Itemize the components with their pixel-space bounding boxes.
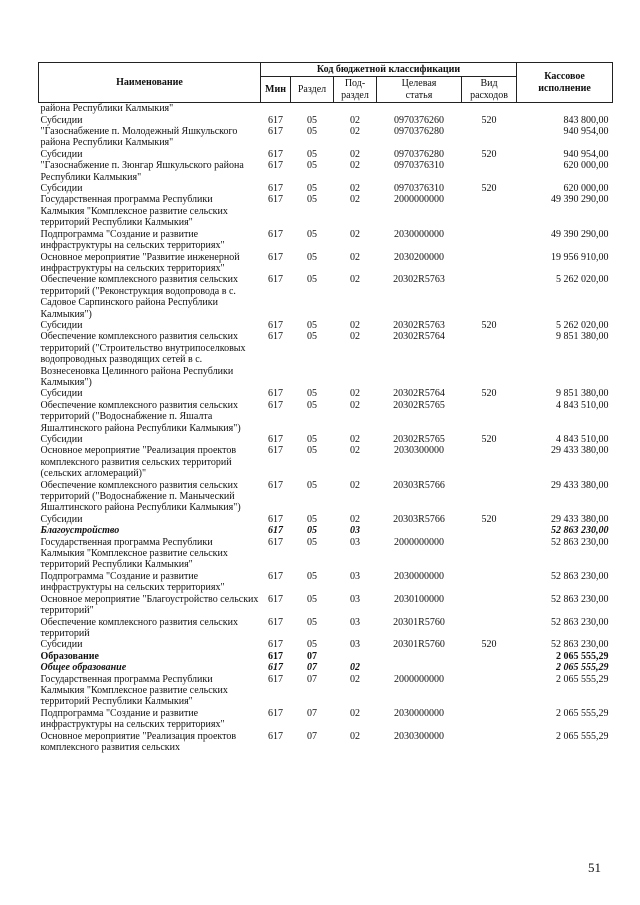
cell-cel: 2030000000 — [394, 228, 444, 240]
cell-sum: 29 433 380,00 — [551, 513, 609, 525]
table-row — [39, 445, 613, 479]
cell-pod — [334, 651, 377, 662]
cell-pod: 02 — [350, 126, 360, 138]
cell-vid: 520 — [481, 388, 497, 400]
cell-name: Благоустройство — [40, 525, 120, 537]
cell-sum: 52 863 230,00 — [551, 570, 609, 582]
table-row — [39, 331, 613, 388]
cell-vid — [462, 708, 517, 731]
cell-name: Субсидии — [40, 114, 83, 126]
cell-sum: 4 843 510,00 — [556, 434, 609, 445]
cell-razdel — [291, 103, 334, 115]
cell-vid — [462, 194, 517, 228]
cell-vid — [462, 662, 517, 673]
cell-min: 617 — [268, 639, 283, 651]
table-row — [39, 183, 613, 194]
cell-min: 617 — [268, 126, 283, 138]
table-row — [39, 662, 613, 673]
cell-min: 617 — [268, 228, 283, 240]
cell-min: 617 — [268, 673, 283, 685]
cell-razdel: 05 — [307, 160, 317, 172]
cell-pod: 02 — [350, 183, 360, 195]
table-row — [39, 480, 613, 514]
cell-min: 617 — [268, 194, 283, 206]
cell-pod: 02 — [350, 479, 360, 491]
cell-vid — [462, 651, 517, 662]
cell-cel: 20302R5764 — [393, 388, 445, 400]
cell-min: 617 — [268, 274, 283, 286]
cell-pod: 02 — [350, 673, 360, 685]
cell-razdel: 07 — [307, 707, 317, 719]
cell-min: 617 — [268, 707, 283, 719]
table-row — [39, 320, 613, 331]
cell-cel: 20302R5763 — [393, 319, 445, 331]
cell-min: 617 — [268, 536, 283, 548]
cell-name: Основное мероприятие "Реализация проектов комплексного развития сельских территорий (сельских агломераций)" — [40, 445, 237, 480]
cell-min: 617 — [268, 331, 283, 343]
cell-sum: 52 863 230,00 — [551, 593, 609, 605]
cell-min: 617 — [268, 616, 283, 628]
cell-name: Образование — [40, 650, 99, 662]
table-row — [39, 514, 613, 525]
cell-sum — [517, 103, 613, 115]
cell-min: 617 — [268, 114, 283, 126]
table-row — [39, 103, 613, 115]
cell-name: Обеспечение комплексного развития сельских территорий ("Водоснабжение п. Яшалта Яшалтинского района Республики Калмыкия") — [40, 399, 241, 434]
cell-pod — [334, 103, 377, 115]
cell-name: Обеспечение комплексного развития сельских территорий ("Строительство внутрипоселковых водопроводных разводящих сетей в с. Вознесеновка Целинного района Республики Калмыкия") — [40, 331, 246, 388]
cell-sum: 29 433 380,00 — [551, 479, 609, 491]
table-row — [39, 274, 613, 320]
cell-razdel: 05 — [307, 616, 317, 628]
cell-razdel: 05 — [307, 148, 317, 160]
cell-vid — [462, 252, 517, 275]
cell-vid — [462, 674, 517, 708]
cell-vid: 520 — [481, 513, 497, 525]
cell-sum: 620 000,00 — [563, 160, 609, 172]
cell-cel: 2000000000 — [394, 194, 444, 206]
cell-min: 617 — [268, 183, 283, 195]
cell-sum: 620 000,00 — [563, 183, 609, 195]
cell-pod: 02 — [350, 434, 360, 445]
cell-pod: 02 — [350, 194, 360, 206]
cell-pod: 02 — [350, 114, 360, 126]
cell-vid: 520 — [481, 148, 497, 160]
cell-razdel: 05 — [307, 570, 317, 582]
cell-razdel: 07 — [307, 730, 317, 742]
cell-name: "Газоснабжение п. Молодежный Яшкульского района Республики Калмыкия" — [40, 126, 238, 149]
cell-min: 617 — [268, 319, 283, 331]
table-row — [39, 149, 613, 160]
cell-min: 617 — [268, 570, 283, 582]
cell-pod: 02 — [350, 148, 360, 160]
cell-vid — [462, 525, 517, 536]
cell-cel: 2030100000 — [394, 593, 444, 605]
cell-cel: 0970376310 — [394, 160, 444, 172]
cell-vid: 520 — [481, 114, 497, 126]
cell-razdel: 07 — [307, 662, 317, 674]
cell-cel: 2030300000 — [394, 730, 444, 742]
table-row — [39, 617, 613, 640]
cell-razdel: 05 — [307, 399, 317, 411]
cell-razdel: 05 — [307, 525, 317, 537]
cell-name: Обеспечение комплексного развития сельских территорий ("Водоснабжение п. Маныческий Яшалтинского района Республики Калмыкия") — [40, 479, 241, 514]
table-header — [39, 63, 613, 103]
header-kassovoe: Кассовое исполнение — [517, 63, 613, 103]
cell-sum: 52 863 230,00 — [551, 616, 609, 628]
cell-sum: 19 956 910,00 — [551, 251, 609, 263]
cell-name: "Газоснабжение п. Зюнгар Яшкульского района Республики Калмыкия" — [40, 160, 244, 183]
cell-vid: 520 — [481, 183, 497, 195]
cell-sum: 2 065 555,29 — [556, 730, 609, 742]
cell-sum: 843 800,00 — [563, 114, 609, 126]
cell-pod: 03 — [350, 616, 360, 628]
cell-sum: 52 863 230,00 — [551, 525, 609, 537]
cell-pod: 02 — [350, 319, 360, 331]
cell-name: Подпрограмма "Создание и развитие инфраструктуры на сельских территориях" — [40, 228, 225, 252]
cell-pod: 02 — [350, 251, 360, 263]
cell-min: 617 — [268, 513, 283, 525]
cell-pod: 02 — [350, 388, 360, 400]
table-row — [39, 434, 613, 445]
cell-vid — [462, 445, 517, 479]
header-vid: Вид расходов — [462, 77, 517, 103]
cell-name: Основное мероприятие "Реализация проектов комплексного развития сельских — [40, 730, 237, 753]
cell-sum: 940 954,00 — [563, 148, 609, 160]
cell-vid — [462, 103, 517, 115]
table-row — [39, 731, 613, 754]
cell-name: Субсидии — [40, 319, 83, 331]
cell-pod: 03 — [350, 570, 360, 582]
cell-cel: 20302R5764 — [393, 331, 445, 343]
cell-min: 617 — [268, 251, 283, 263]
cell-vid — [462, 571, 517, 594]
cell-min — [261, 103, 291, 115]
cell-vid — [462, 537, 517, 571]
cell-name: Обеспечение комплексного развития сельских территорий ("Реконструкция водопровода в с. Садовое Сарпинского района Республики Калмыкия") — [40, 274, 238, 320]
table-row — [39, 252, 613, 275]
cell-pod: 03 — [350, 536, 360, 548]
cell-cel: 0970376280 — [394, 126, 444, 138]
cell-vid: 520 — [481, 319, 497, 331]
cell-cel: 0970376260 — [394, 114, 444, 126]
cell-name: Подпрограмма "Создание и развитие инфраструктуры на сельских территориях" — [40, 570, 225, 594]
cell-pod: 02 — [350, 730, 360, 742]
cell-vid — [462, 731, 517, 754]
cell-min: 617 — [268, 445, 283, 457]
cell-razdel: 05 — [307, 639, 317, 651]
table-row — [39, 525, 613, 536]
cell-cel — [377, 525, 462, 536]
cell-razdel: 07 — [307, 673, 317, 685]
cell-sum: 2 065 555,29 — [556, 707, 609, 719]
cell-pod: 02 — [350, 228, 360, 240]
cell-vid — [462, 594, 517, 617]
table-body — [39, 103, 613, 754]
cell-cel: 20303R5766 — [393, 513, 445, 525]
cell-name: Государственная программа Республики Калмыкия "Комплексное развитие сельских территорий Республики Калмыкия" — [40, 194, 228, 229]
cell-min: 617 — [268, 650, 283, 662]
table-row — [39, 708, 613, 731]
cell-razdel: 05 — [307, 274, 317, 286]
table-row — [39, 115, 613, 126]
cell-sum: 49 390 290,00 — [551, 228, 609, 240]
cell-min: 617 — [268, 388, 283, 400]
cell-pod: 02 — [350, 274, 360, 286]
cell-sum: 5 262 020,00 — [556, 274, 609, 286]
cell-name: Обеспечение комплексного развития сельских территорий — [40, 616, 238, 639]
cell-sum: 2 065 555,29 — [556, 650, 609, 662]
header-podrazdel: Под- раздел — [334, 77, 377, 103]
cell-name: Субсидии — [40, 513, 83, 525]
cell-sum: 29 433 380,00 — [551, 445, 609, 457]
cell-name: Субсидии — [40, 183, 83, 195]
cell-razdel: 05 — [307, 513, 317, 525]
cell-pod: 02 — [350, 707, 360, 719]
cell-min: 617 — [268, 479, 283, 491]
table-row — [39, 651, 613, 662]
cell-sum: 9 851 380,00 — [556, 331, 609, 343]
table-row — [39, 537, 613, 571]
cell-vid: 520 — [481, 639, 497, 651]
cell-sum: 52 863 230,00 — [551, 536, 609, 548]
cell-cel — [377, 651, 462, 662]
cell-min: 617 — [268, 593, 283, 605]
cell-pod: 02 — [350, 513, 360, 525]
cell-razdel: 05 — [307, 434, 317, 445]
cell-pod: 02 — [350, 399, 360, 411]
cell-sum: 52 863 230,00 — [551, 639, 609, 651]
cell-cel — [377, 662, 462, 673]
cell-pod: 03 — [350, 593, 360, 605]
cell-razdel: 05 — [307, 331, 317, 343]
table-row — [39, 229, 613, 252]
cell-razdel: 05 — [307, 194, 317, 206]
cell-pod: 02 — [350, 662, 360, 674]
header-min: Мин — [261, 77, 291, 103]
table-row — [39, 674, 613, 708]
cell-razdel: 05 — [307, 114, 317, 126]
cell-vid — [462, 274, 517, 320]
cell-razdel: 05 — [307, 183, 317, 195]
cell-razdel: 05 — [307, 388, 317, 400]
cell-min: 617 — [268, 160, 283, 172]
cell-razdel: 05 — [307, 228, 317, 240]
cell-cel: 0970376280 — [394, 148, 444, 160]
table-row — [39, 126, 613, 149]
cell-cel: 20301R5760 — [393, 639, 445, 651]
cell-vid — [462, 480, 517, 514]
cell-min: 617 — [268, 434, 283, 445]
cell-min: 617 — [268, 730, 283, 742]
cell-sum: 2 065 555,29 — [556, 662, 609, 674]
cell-vid: 520 — [481, 434, 497, 445]
cell-razdel: 05 — [307, 479, 317, 491]
table-row — [39, 571, 613, 594]
cell-vid — [462, 126, 517, 149]
cell-cel — [377, 103, 462, 115]
cell-pod: 02 — [350, 331, 360, 343]
cell-vid — [462, 331, 517, 388]
cell-pod: 03 — [350, 525, 360, 537]
header-name: Наименование — [39, 63, 261, 103]
cell-vid — [462, 400, 517, 434]
cell-name: Субсидии — [40, 639, 83, 651]
cell-razdel: 05 — [307, 126, 317, 138]
cell-name: Субсидии — [40, 434, 83, 445]
cell-sum: 49 390 290,00 — [551, 194, 609, 206]
cell-cel: 2000000000 — [394, 536, 444, 548]
table-row — [39, 400, 613, 434]
table-row — [39, 194, 613, 228]
cell-cel: 2030000000 — [394, 707, 444, 719]
cell-vid — [462, 229, 517, 252]
cell-min: 617 — [268, 399, 283, 411]
cell-vid — [462, 160, 517, 183]
cell-name: района Республики Калмыкия" — [40, 103, 174, 115]
cell-cel: 20303R5766 — [393, 479, 445, 491]
cell-vid — [462, 617, 517, 640]
cell-cel: 2030300000 — [394, 445, 444, 457]
cell-pod: 03 — [350, 639, 360, 651]
cell-min: 617 — [268, 662, 283, 674]
table-row — [39, 388, 613, 399]
cell-cel: 0970376310 — [394, 183, 444, 195]
cell-cel: 2030200000 — [394, 251, 444, 263]
header-celevaya: Целевая статья — [377, 77, 462, 103]
header-code-group: Код бюджетной классификации — [261, 63, 517, 77]
header-razdel: Раздел — [291, 77, 334, 103]
cell-cel: 2030000000 — [394, 570, 444, 582]
cell-razdel: 05 — [307, 536, 317, 548]
cell-name: Основное мероприятие "Развитие инженерной инфраструктуры на сельских территориях" — [40, 251, 240, 274]
cell-cel: 20302R5765 — [393, 399, 445, 411]
cell-name: Государственная программа Республики Калмыкия "Комплексное развитие сельских территорий Республики Калмыкия" — [40, 673, 228, 708]
cell-razdel: 05 — [307, 593, 317, 605]
cell-min: 617 — [268, 525, 283, 537]
cell-razdel: 05 — [307, 319, 317, 331]
cell-name: Субсидии — [40, 388, 83, 400]
cell-min: 617 — [268, 148, 283, 160]
cell-name: Государственная программа Республики Калмыкия "Комплексное развитие сельских территорий Республики Калмыкия" — [40, 536, 228, 571]
cell-sum: 9 851 380,00 — [556, 388, 609, 400]
cell-pod: 02 — [350, 445, 360, 457]
cell-sum: 5 262 020,00 — [556, 319, 609, 331]
table-row — [39, 160, 613, 183]
cell-cel: 20302R5763 — [393, 274, 445, 286]
table-row — [39, 594, 613, 617]
cell-cel: 20302R5765 — [393, 434, 445, 445]
cell-name: Общее образование — [40, 662, 127, 674]
cell-cel: 20301R5760 — [393, 616, 445, 628]
cell-razdel: 05 — [307, 251, 317, 263]
cell-cel: 2000000000 — [394, 673, 444, 685]
cell-name: Подпрограмма "Создание и развитие инфраструктуры на сельских территориях" — [40, 707, 225, 731]
cell-sum: 940 954,00 — [563, 126, 609, 138]
cell-razdel: 07 — [307, 650, 317, 662]
cell-sum: 2 065 555,29 — [556, 673, 609, 685]
cell-sum: 4 843 510,00 — [556, 399, 609, 411]
cell-razdel: 05 — [307, 445, 317, 457]
cell-pod: 02 — [350, 160, 360, 172]
page-number: 51 — [588, 860, 601, 875]
table-row — [39, 639, 613, 650]
cell-name: Субсидии — [40, 148, 83, 160]
budget-table — [38, 62, 613, 753]
cell-name: Основное мероприятие "Благоустройство сельских территорий" — [40, 593, 259, 617]
